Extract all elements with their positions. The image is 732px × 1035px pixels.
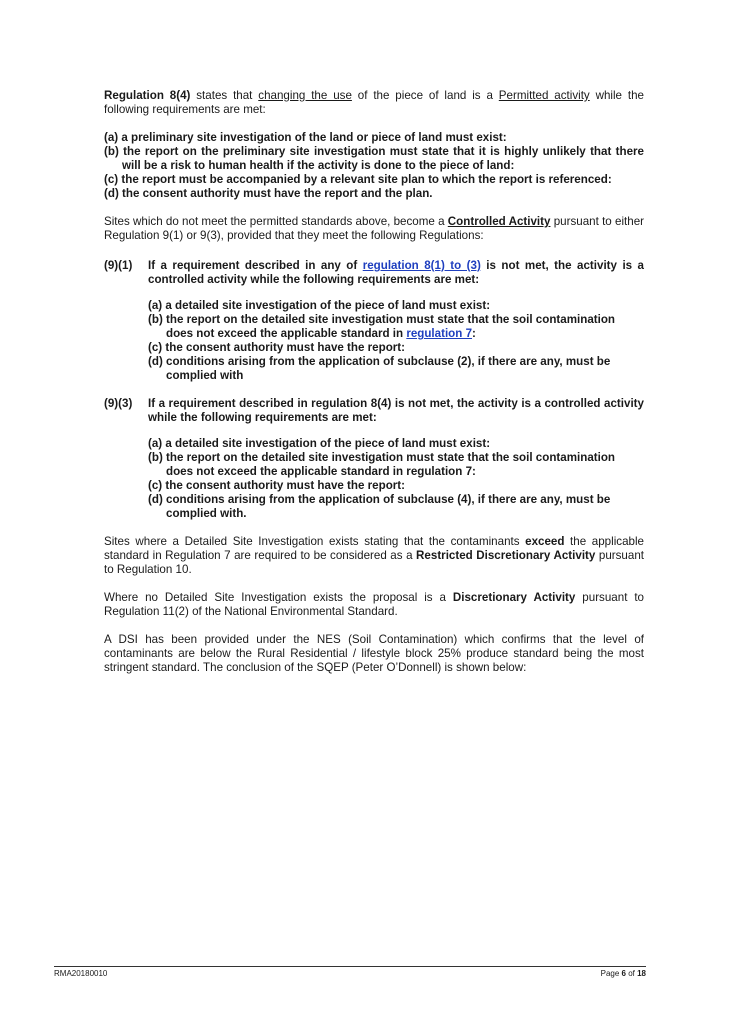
list-item: (c) the consent authority must have the report: bbox=[148, 341, 406, 354]
list-item: (c) the report must be accompanied by a relevant site plan to which the report is referenced: bbox=[104, 173, 612, 186]
list-item: (d) conditions arising from the application of subclause (4), if there are any, must be complied with. bbox=[148, 493, 611, 520]
regulation-text: If a requirement described in regulation 8(4) is not met, the activity is a controlled activity while the following requirements are met: bbox=[148, 397, 644, 424]
document-reference: RMA20180010 bbox=[54, 969, 108, 978]
paragraph-controlled-activity: Sites which do not meet the permitted standards above, become a Controlled Activity pursuant to either Regulation 9(1) or 9(3), provided that they meet the following Regulations: bbox=[104, 215, 645, 242]
list-item: (b) the report on the detailed site investigation must state that the soil contamination does not exceed the applicable standard in regulation 7: bbox=[148, 313, 616, 340]
paragraph-regulation-8-4: Regulation 8(4) states that changing the use of the piece of land is a Permitted activity while the following requirements are met: bbox=[104, 89, 644, 116]
permitted-requirements-list bbox=[104, 131, 644, 201]
list-item: (a) a detailed site investigation of the piece of land must exist: bbox=[148, 437, 491, 450]
regulation-9-3 bbox=[104, 397, 644, 425]
paragraph-dsi-conclusion: A DSI has been provided under the NES (Soil Contamination) which confirms that the level of contaminants are below the Rural Residential / lifestyle block 25% produce standard being the most stringent standard. The conclusion of the SQEP (Peter O’Donnell) is shown below: bbox=[104, 633, 644, 674]
regulation-number: (9)(1) bbox=[104, 259, 133, 272]
regulation-7-link[interactable]: regulation 7 bbox=[406, 327, 473, 340]
footer-divider bbox=[54, 966, 646, 967]
list-item: (a) a detailed site investigation of the piece of land must exist: bbox=[148, 299, 491, 312]
paragraph-restricted-discretionary: Sites where a Detailed Site Investigation exists stating that the contaminants exceed the applicable standard in Regulation 7 are required to be considered as a Restricted Discretionary Activity pursuant to Regulation 10. bbox=[104, 535, 645, 576]
regulation-number: (9)(3) bbox=[104, 397, 133, 410]
regulation-text: If a requirement described in any of regulation 8(1) to (3) is not met, the activity is a controlled activity while the following requirements are met: bbox=[148, 259, 645, 286]
page-footer bbox=[54, 969, 646, 979]
list-item: (b) the report on the preliminary site investigation must state that it is highly unlikely that there will be a risk to human health if the activity is done to the piece of land: bbox=[104, 145, 644, 172]
document-body bbox=[104, 89, 644, 675]
page-number: Page 6 of 18 bbox=[600, 969, 646, 978]
paragraph-discretionary: Where no Detailed Site Investigation exists the proposal is a Discretionary Activity pursuant to Regulation 11(2) of the National Environmental Standard. bbox=[104, 591, 644, 618]
list-item: (d) conditions arising from the application of subclause (2), if there are any, must be complied with bbox=[148, 355, 611, 382]
list-item: (d) the consent authority must have the report and the plan. bbox=[104, 187, 433, 200]
list-item: (c) the consent authority must have the report: bbox=[148, 479, 406, 492]
list-item: (b) the report on the detailed site investigation must state that the soil contamination does not exceed the applicable standard in regulation 7: bbox=[148, 451, 616, 478]
list-item: (a) a preliminary site investigation of the land or piece of land must exist: bbox=[104, 131, 507, 144]
regulation-9-3-requirements bbox=[104, 437, 644, 521]
regulation-8-link[interactable]: regulation 8(1) to (3) bbox=[362, 259, 481, 272]
regulation-9-1 bbox=[104, 259, 644, 287]
regulation-9-1-requirements bbox=[104, 299, 644, 383]
